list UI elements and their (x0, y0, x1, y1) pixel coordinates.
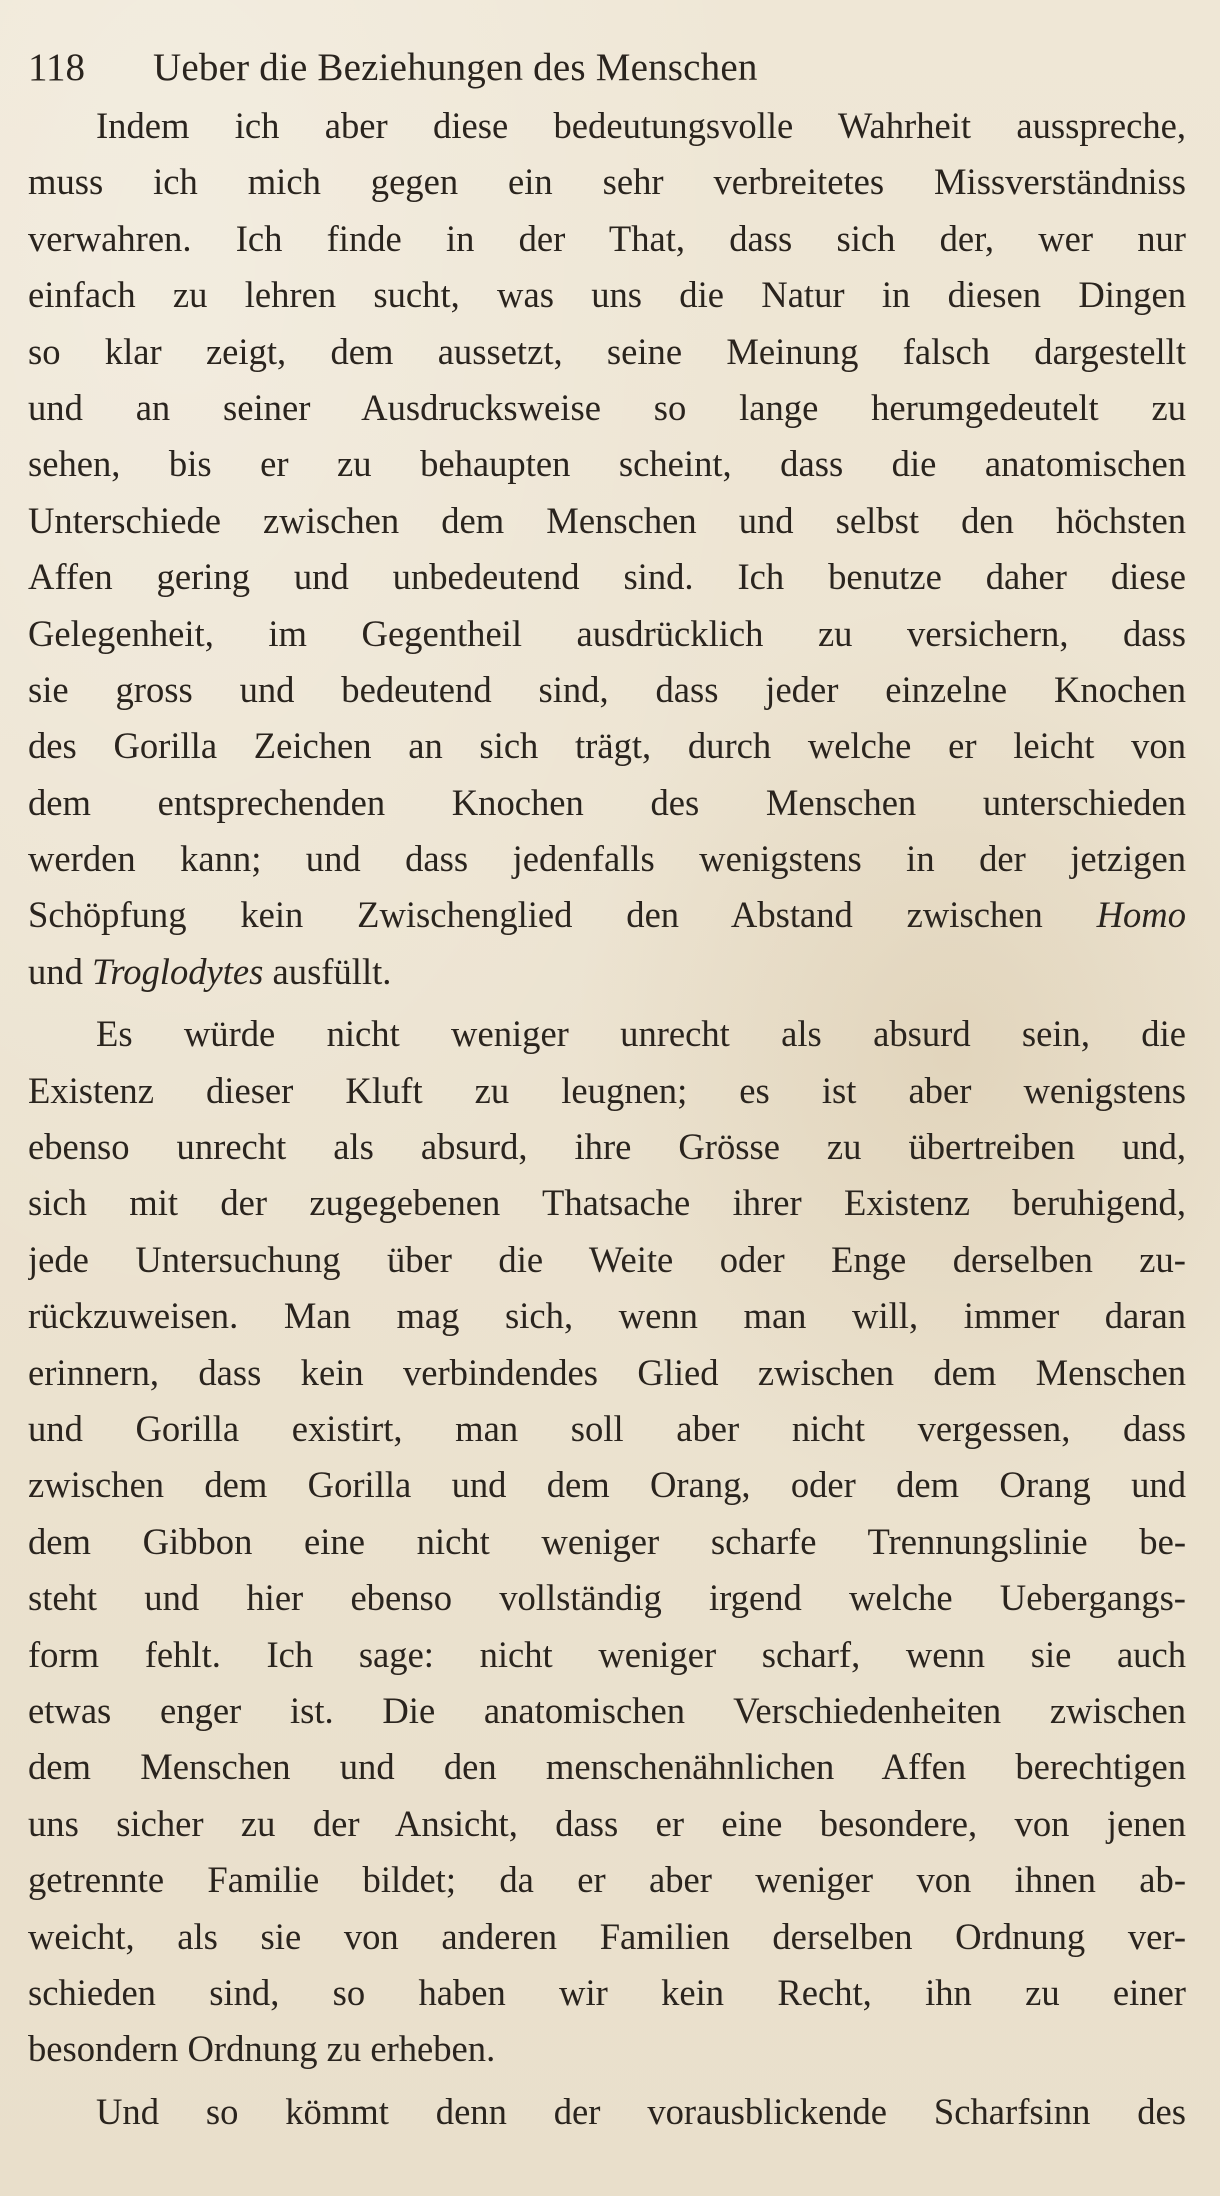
text-line: und Gorilla existirt, man soll aber nicht vergessen, dass (28, 1407, 1186, 1449)
text-line: Es würde nicht weniger unrecht als absurd sein, die (96, 1013, 1186, 1055)
text-line: so klar zeigt, dem aussetzt, seine Meinung falsch dargestellt (28, 330, 1186, 372)
text-line: des Gorilla Zeichen an sich trägt, durch welche er leicht von (28, 725, 1186, 767)
italic-term-homo: Homo (1096, 894, 1186, 936)
text-line: Und so kömmt denn der vorausblickende Scharfsinn des (96, 2090, 1186, 2132)
text-line: muss ich mich gegen ein sehr verbreitetes Missverständniss (28, 161, 1186, 203)
text-line: sich mit der zugegebenen Thatsache ihrer Existenz beruhigend, (28, 1182, 1186, 1224)
text-line: und an seiner Ausdrucksweise so lange herumgedeutelt zu (28, 386, 1186, 428)
text-line: dem entsprechenden Knochen des Menschen unterschieden (28, 781, 1186, 823)
text-line: Gelegenheit, im Gegentheil ausdrücklich zu versichern, dass (28, 612, 1186, 654)
text-line: werden kann; und dass jedenfalls wenigstens in der jetzigen (28, 838, 1186, 880)
text-line: besondern Ordnung zu erheben. (28, 2028, 496, 2070)
text-line: rückzuweisen. Man mag sich, wenn man will, immer daran (28, 1295, 1186, 1337)
text-line: dem Gibbon eine nicht weniger scharfe Trennungslinie be- (28, 1520, 1186, 1562)
text-line: sie gross und bedeutend sind, dass jeder einzelne Knochen (28, 668, 1186, 710)
text-line: zwischen dem Gorilla und dem Orang, oder dem Orang und (28, 1464, 1186, 1506)
running-head (28, 38, 1186, 98)
paragraph-1 (28, 98, 1186, 1000)
page-number: 118 (28, 46, 86, 89)
text-line: einfach zu lehren sucht, was uns die Natur in diesen Dingen (28, 274, 1186, 316)
running-title: Ueber die Beziehungen des Menschen (153, 46, 758, 89)
text-line: form fehlt. Ich sage: nicht weniger scharf, wenn sie auch (28, 1633, 1186, 1675)
text-line: Indem ich aber diese bedeutungsvolle Wahrheit ausspreche, (96, 105, 1186, 146)
italic-term-troglodytes: Troglodytes (92, 950, 264, 992)
text-segment: und (28, 950, 93, 992)
paragraph-3 (28, 2084, 1186, 2140)
text-line: steht und hier ebenso vollständig irgend welche Uebergangs- (28, 1577, 1186, 1619)
text-line: Affen gering und unbedeutend sind. Ich benutze daher diese (28, 556, 1186, 598)
text-line: weicht, als sie von anderen Familien derselben Ordnung ver- (28, 1915, 1186, 1957)
text-line: uns sicher zu der Ansicht, dass er eine besondere, von jenen (28, 1802, 1186, 1844)
text-line: schieden sind, so haben wir kein Recht, ihn zu einer (28, 1971, 1186, 2013)
text-line: verwahren. Ich finde in der That, dass sich der, wer nur (28, 217, 1186, 259)
text-line: getrennte Familie bildet; da er aber weniger von ihnen ab- (28, 1859, 1186, 1901)
text-line: Existenz dieser Kluft zu leugnen; es ist aber wenigstens (28, 1069, 1186, 1111)
text-line: jede Untersuchung über die Weite oder Enge derselben zu- (28, 1238, 1186, 1280)
text-segment: ausfüllt. (263, 950, 392, 992)
text-line: sehen, bis er zu behaupten scheint, dass die anatomischen (28, 443, 1186, 485)
text-line-homo (28, 887, 1186, 943)
text-line: ebenso unrecht als absurd, ihre Grösse zu übertreiben und, (28, 1126, 1186, 1168)
body-text (28, 98, 1186, 2140)
text-line: etwas enger ist. Die anatomischen Verschiedenheiten zwischen (28, 1689, 1186, 1731)
text-segment: Schöpfung kein Zwischenglied den Abstand zwischen (28, 894, 1097, 936)
paragraph-2 (28, 1006, 1186, 2077)
text-line: erinnern, dass kein verbindendes Glied zwischen dem Menschen (28, 1351, 1186, 1393)
text-line: Unterschiede zwischen dem Menschen und selbst den höchsten (28, 499, 1186, 541)
text-line-troglodytes (28, 944, 1186, 1000)
text-line: dem Menschen und den menschenähnlichen Affen berechtigen (28, 1746, 1186, 1788)
